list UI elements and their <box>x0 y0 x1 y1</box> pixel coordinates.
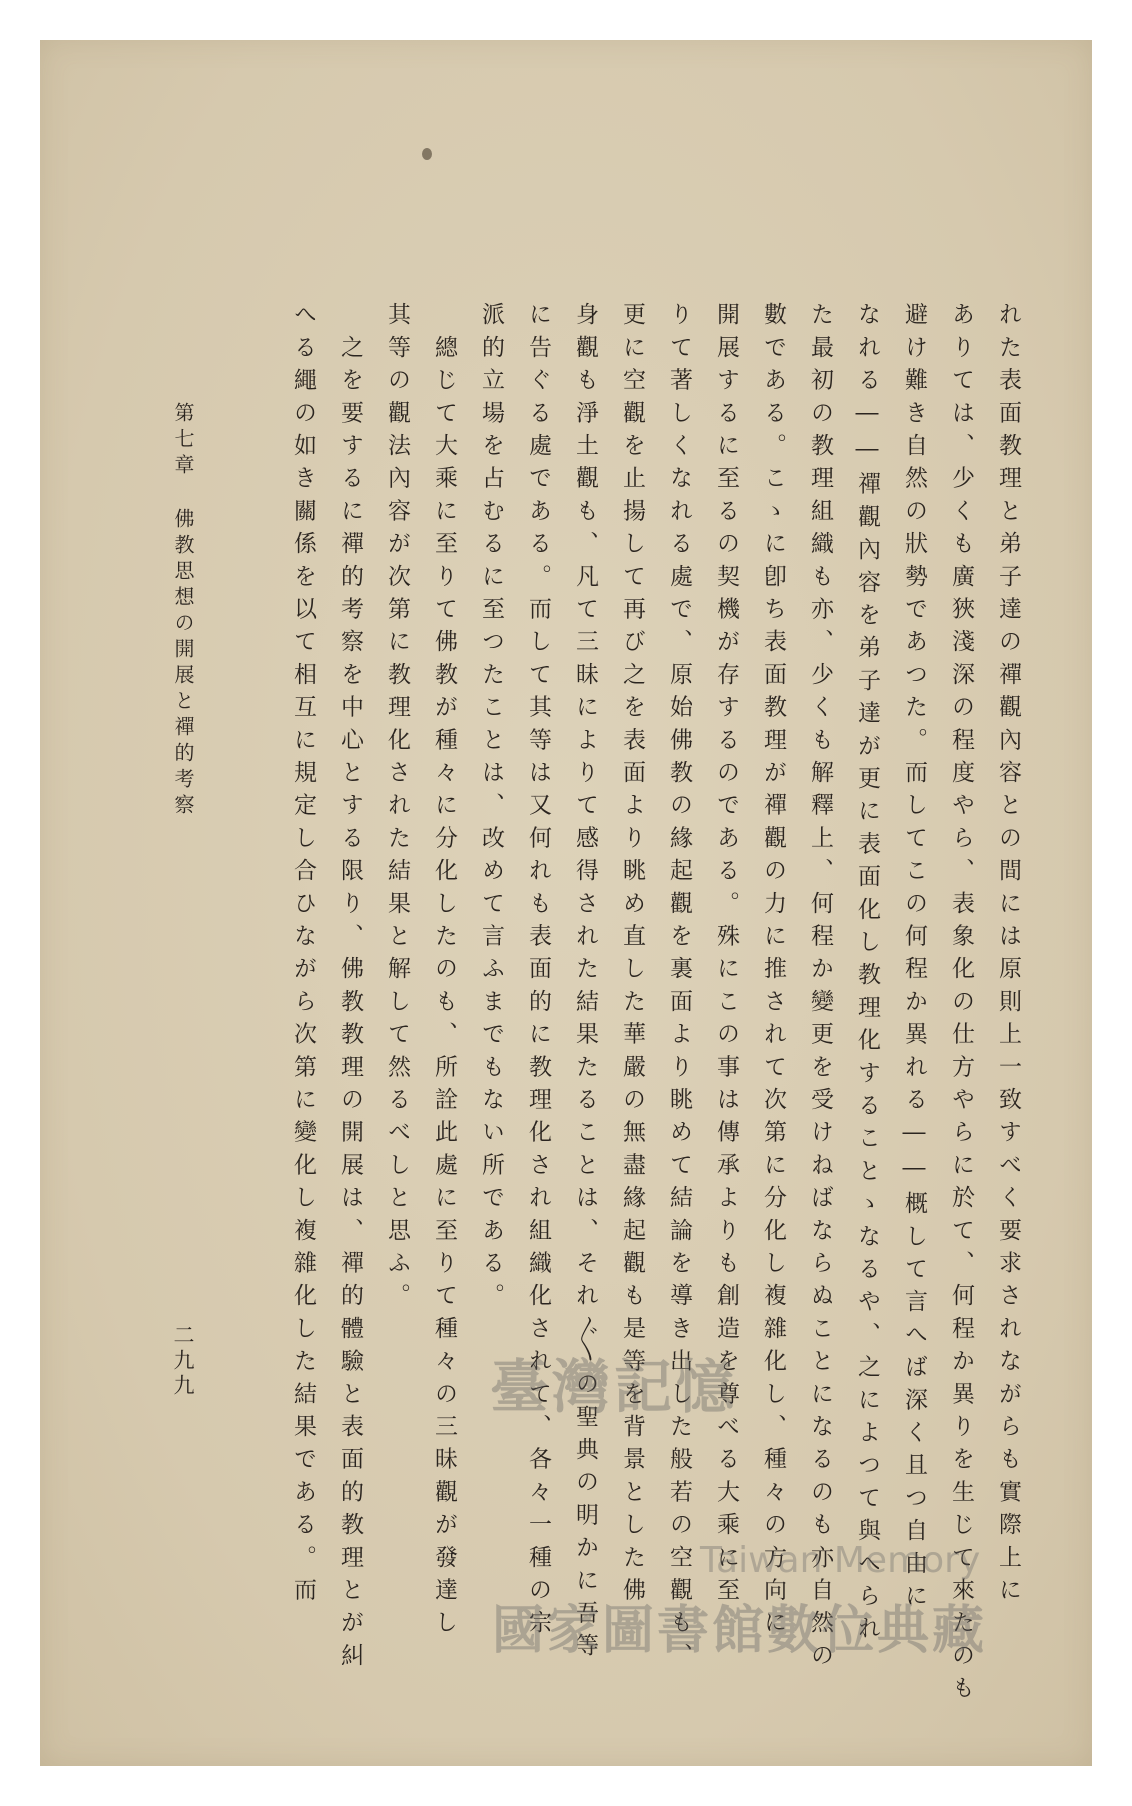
text-column-5: た最初の教理組織も亦、少くも解釋上、何程か變更を受けねばならぬことになるのも亦自然の <box>807 302 833 1676</box>
text-column-9: 更に空觀を止揚して再び之を表面より眺め直した華嚴の無盡緣起觀も是等を背景とした佛 <box>619 302 645 1610</box>
book-page <box>40 40 1092 1766</box>
text-column-14: 其等の觀法內容が次第に教理化された結果と解して然るべしと思ふ。 <box>384 302 410 1316</box>
text-column-15: 之を要するに禪的考察を中心とする限り、佛教教理の開展は、禪的體驗と表面的教理とが糾 <box>337 302 363 1676</box>
chapter-number: 第七章 <box>171 402 195 480</box>
text-column-3: 避け難き自然の狀勢であつた。而してこの何程か異れる――概して言へば深く且つ自由に <box>901 302 927 1616</box>
text-column-1: れた表面教理と弟子達の禪觀內容との間には原則上一致すべく要求されながらも實際上に <box>995 302 1021 1610</box>
watermark-english: Taiwan Memory <box>700 1540 981 1581</box>
ink-spot <box>422 148 432 160</box>
page-number: 二九九 <box>171 1324 195 1399</box>
text-column-7: 開展するに至るの契機が存するのである。殊にこの事は傳承よりも創造を尊べる大乘に至 <box>713 302 739 1610</box>
text-column-13: 總じて大乘に至りて佛教が種々に分化したのも、所詮此處に至りて種々の三昧觀が發達し <box>431 302 457 1643</box>
chapter-title: 佛教思想の開展と禪的考察 <box>171 508 195 820</box>
text-column-8: りて著しくなれる處で、原始佛教の緣起觀を裏面より眺めて結論を導き出した般若の空觀も、 <box>666 302 692 1676</box>
watermark-library: 國家圖書館數位典藏 <box>492 1601 988 1661</box>
text-column-12: 派的立場を占むるに至つたことは、改めて言ふまでもない所である。 <box>478 302 504 1316</box>
text-column-10: 身觀も淨土觀も、凡て三昧によりて感得された結果たることは、それ〴〵の聖典の明かに吾等 <box>572 302 598 1666</box>
running-footer <box>158 402 198 820</box>
text-column-16: へる繩の如き關係を以て相互に規定し合ひながら次第に變化し複雜化した結果である。而 <box>290 302 316 1610</box>
watermark-calligraphy: 臺灣記憶 <box>490 1353 739 1421</box>
text-column-4: なれる――禪觀內容を弟子達が更に表面化し教理化することゝなるや、之によつて與へられ <box>854 302 880 1649</box>
text-column-2: ありては、少くも廣狹淺深の程度やら、表象化の仕方やらに於て、何程か異りを生じて來たのも <box>948 302 974 1709</box>
text-column-6: 數である。こゝに卽ち表面教理が禪觀の力に推されて次第に分化し複雜化し、種々の方向に <box>760 302 786 1643</box>
text-column-11: に告ぐる處である。而して其等は又何れも表面的に教理化され組織化されて、各々一種の宗 <box>525 302 551 1643</box>
